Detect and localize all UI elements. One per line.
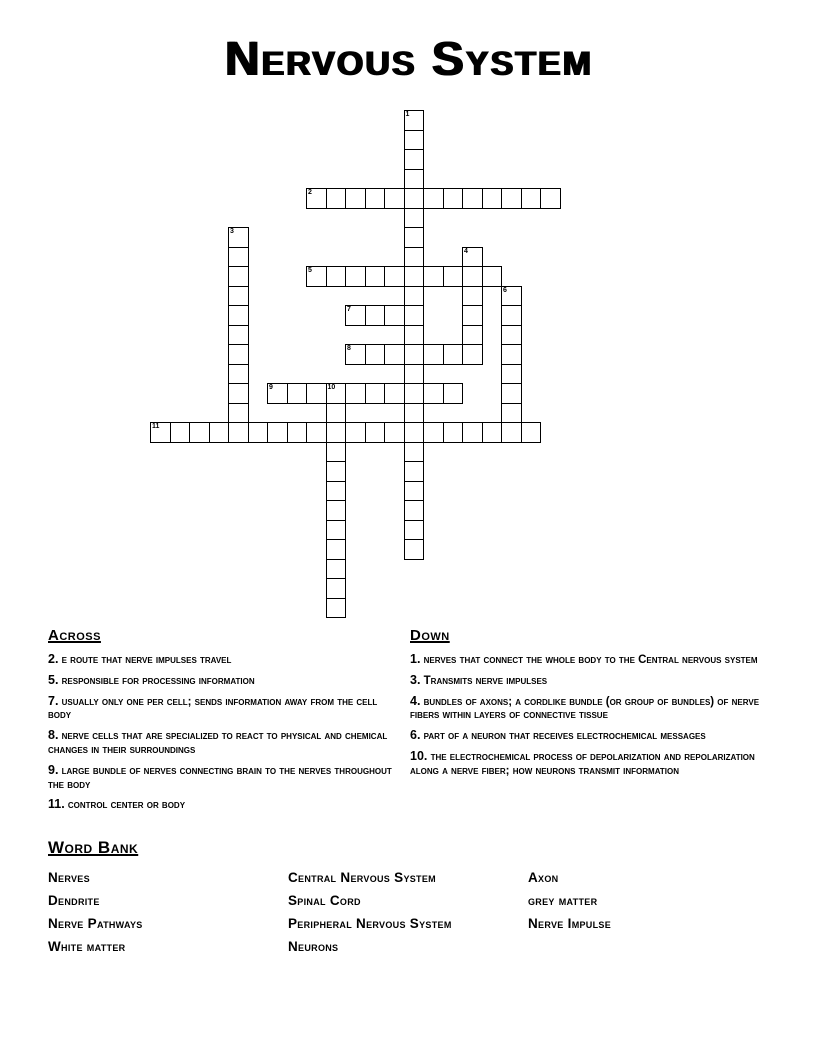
- word-bank-word: Spinal Cord: [288, 893, 361, 908]
- grid-cell: [443, 266, 464, 287]
- word-bank-word: White matter: [48, 939, 126, 954]
- grid-cell: [228, 383, 249, 404]
- grid-cell: [228, 403, 249, 424]
- cell-number: 9: [269, 384, 273, 391]
- grid-cell: [404, 286, 425, 307]
- word-bank-column-1: [48, 866, 143, 958]
- grid-cell: [267, 422, 288, 443]
- clue-number: 3.: [410, 672, 421, 687]
- grid-cell: [345, 344, 366, 365]
- grid-cell: [404, 539, 425, 560]
- clue-number: 9.: [48, 762, 59, 777]
- clue-number: 6.: [410, 728, 421, 743]
- grid-cell: [462, 266, 483, 287]
- grid-cell: [228, 344, 249, 365]
- clue-across-5: [48, 674, 393, 689]
- clue-down-10: [410, 750, 778, 779]
- clue-number: 7.: [48, 693, 59, 708]
- grid-cell: [209, 422, 230, 443]
- grid-cell: [404, 442, 425, 463]
- grid-cell: [326, 500, 347, 521]
- grid-cell: [345, 422, 366, 443]
- down-section: [410, 627, 778, 785]
- grid-cell: [443, 344, 464, 365]
- grid-cell: [326, 559, 347, 580]
- clue-number: 10.: [410, 748, 428, 763]
- grid-cell: [228, 266, 249, 287]
- grid-cell: [384, 383, 405, 404]
- word-bank-word: Nerves: [48, 870, 90, 885]
- grid-cell: [365, 266, 386, 287]
- grid-cell: [462, 422, 483, 443]
- grid-cell: [404, 461, 425, 482]
- grid-cell: [248, 422, 269, 443]
- clue-text: control center or body: [67, 799, 186, 812]
- clue-across-11: [48, 798, 393, 813]
- grid-cell: [404, 364, 425, 385]
- word-bank-word: Peripheral Nervous System: [288, 916, 452, 931]
- grid-cell: [404, 403, 425, 424]
- grid-cell: [345, 383, 366, 404]
- grid-cell: [326, 266, 347, 287]
- grid-cell: [404, 266, 425, 287]
- cell-number: 7: [347, 306, 351, 313]
- clue-number: 1.: [410, 652, 421, 666]
- grid-cell: [326, 539, 347, 560]
- grid-cell: [404, 227, 425, 248]
- clue-across-7: [48, 695, 393, 724]
- grid-cell: [170, 422, 191, 443]
- clue-text: the electrochemical process of depolarization and repolarization along a nerve fiber; how neurons transmit information: [410, 750, 755, 777]
- word-bank-section: [48, 838, 788, 958]
- grid-cell: [501, 403, 522, 424]
- grid-cell: [306, 422, 327, 443]
- grid-cell: [521, 422, 542, 443]
- grid-cell: [345, 305, 366, 326]
- cell-number: 11: [152, 423, 160, 430]
- grid-cell: [384, 344, 405, 365]
- clue-down-6: [410, 729, 778, 744]
- grid-cell: [404, 305, 425, 326]
- grid-cell: [326, 383, 347, 404]
- grid-cell: [404, 383, 425, 404]
- grid-cell: [228, 227, 249, 248]
- grid-cell: [287, 422, 308, 443]
- clue-number: 5.: [48, 672, 59, 687]
- grid-cell: [423, 266, 444, 287]
- grid-cell: [228, 305, 249, 326]
- grid-cell: [423, 344, 444, 365]
- clue-number: 8.: [48, 728, 59, 743]
- grid-cell: [306, 266, 327, 287]
- word-bank-word: Axon: [528, 870, 559, 885]
- cell-number: 3: [230, 228, 234, 235]
- grid-cell: [443, 383, 464, 404]
- cell-number: 8: [347, 345, 351, 352]
- word-bank-word: grey matter: [528, 893, 598, 908]
- clue-across-2: [48, 653, 393, 668]
- clue-number: 11.: [48, 797, 65, 812]
- grid-cell: [365, 422, 386, 443]
- grid-cell: [384, 188, 405, 209]
- grid-cell: [228, 364, 249, 385]
- clue-text: nerve cells that are specialized to react to physical and chemical changes in their surroundings: [48, 730, 388, 756]
- grid-cell: [423, 422, 444, 443]
- grid-cell: [189, 422, 210, 443]
- grid-cell: [501, 383, 522, 404]
- grid-cell: [404, 344, 425, 365]
- grid-cell: [404, 325, 425, 346]
- grid-cell: [345, 266, 366, 287]
- cell-number: 1: [405, 111, 410, 118]
- grid-cell: [482, 188, 503, 209]
- cell-number: 5: [308, 267, 312, 274]
- grid-cell: [501, 364, 522, 385]
- page-title: Nervous System: [223, 33, 593, 86]
- grid-cell: [521, 188, 542, 209]
- grid-cell: [228, 325, 249, 346]
- grid-cell: [326, 578, 347, 599]
- grid-cell: [365, 344, 386, 365]
- grid-cell: [326, 598, 347, 619]
- grid-cell: [404, 110, 425, 131]
- across-section: [48, 627, 393, 819]
- grid-cell: [462, 305, 483, 326]
- grid-cell: [404, 481, 425, 502]
- grid-cell: [482, 266, 503, 287]
- grid-cell: [326, 442, 347, 463]
- grid-cell: [482, 422, 503, 443]
- clue-number: 4.: [410, 693, 421, 708]
- grid-cell: [326, 461, 347, 482]
- grid-cell: [404, 500, 425, 521]
- word-bank-word: Nerve Impulse: [528, 916, 611, 931]
- grid-cell: [228, 247, 249, 268]
- grid-cell: [501, 286, 522, 307]
- clue-across-9: [48, 764, 393, 793]
- clue-down-3: [410, 674, 778, 689]
- grid-cell: [501, 344, 522, 365]
- grid-cell: [404, 422, 425, 443]
- clue-text: e route that nerve impulses travel: [61, 654, 232, 666]
- grid-cell: [345, 188, 366, 209]
- grid-cell: [501, 325, 522, 346]
- grid-cell: [404, 247, 425, 268]
- cell-number: 2: [308, 189, 312, 196]
- grid-cell: [404, 520, 425, 541]
- grid-cell: [384, 422, 405, 443]
- grid-cell: [404, 149, 425, 170]
- grid-cell: [540, 188, 561, 209]
- grid-cell: [404, 169, 425, 190]
- grid-cell: [462, 325, 483, 346]
- grid-cell: [326, 188, 347, 209]
- word-bank-header: Word Bank: [48, 838, 139, 857]
- word-bank-column-3: [528, 866, 611, 935]
- grid-cell: [384, 266, 405, 287]
- grid-cell: [365, 305, 386, 326]
- grid-cell: [267, 383, 288, 404]
- grid-cell: [365, 188, 386, 209]
- grid-cell: [462, 286, 483, 307]
- grid-cell: [326, 481, 347, 502]
- grid-cell: [326, 520, 347, 541]
- grid-cell: [423, 188, 444, 209]
- grid-cell: [404, 130, 425, 151]
- grid-cell: [501, 188, 522, 209]
- clue-text: Transmits nerve impulses: [423, 674, 548, 687]
- grid-cell: [150, 422, 171, 443]
- clue-text: part of a neuron that receives electrochemical messages: [423, 730, 706, 743]
- down-header: Down: [410, 627, 450, 644]
- word-bank-word: Central Nervous System: [288, 870, 436, 885]
- clue-text: large bundle of nerves connecting brain to the nerves throughout the body: [48, 764, 392, 791]
- cell-number: 4: [464, 247, 468, 255]
- cell-number: 10: [327, 384, 336, 391]
- word-bank-word: Neurons: [288, 939, 339, 954]
- grid-cell: [462, 247, 483, 268]
- grid-cell: [423, 383, 444, 404]
- clue-text: nerves that connect the whole body to the Central nervous system: [423, 654, 758, 666]
- clue-number: 2.: [48, 652, 59, 666]
- clue-text: responsible for processing information: [61, 674, 255, 687]
- grid-cell: [501, 305, 522, 326]
- grid-cell: [326, 403, 347, 424]
- word-bank-word: Nerve Pathways: [48, 916, 143, 931]
- grid-cell: [306, 188, 327, 209]
- clue-down-4: [410, 695, 778, 724]
- word-bank-word: Dendrite: [48, 893, 100, 908]
- grid-cell: [404, 188, 425, 209]
- grid-cell: [443, 188, 464, 209]
- grid-cell: [443, 422, 464, 443]
- grid-cell: [462, 188, 483, 209]
- grid-cell: [228, 422, 249, 443]
- clue-across-8: [48, 729, 393, 758]
- clue-text: usually only one per cell; sends information away from the cell body: [48, 695, 378, 722]
- clue-down-1: [410, 653, 778, 668]
- grid-cell: [306, 383, 327, 404]
- clue-text: bundles of axons; a cordlike bundle (or group of bundles) of nerve fibers within layers of connective tissue: [410, 695, 760, 722]
- grid-cell: [384, 305, 405, 326]
- word-bank-column-2: [288, 866, 452, 958]
- grid-cell: [287, 383, 308, 404]
- grid-cell: [365, 383, 386, 404]
- grid-cell: [326, 422, 347, 443]
- grid-cell: [404, 208, 425, 229]
- across-header: Across: [48, 627, 101, 644]
- grid-cell: [501, 422, 522, 443]
- grid-cell: [228, 286, 249, 307]
- cell-number: 6: [503, 286, 507, 294]
- grid-cell: [462, 344, 483, 365]
